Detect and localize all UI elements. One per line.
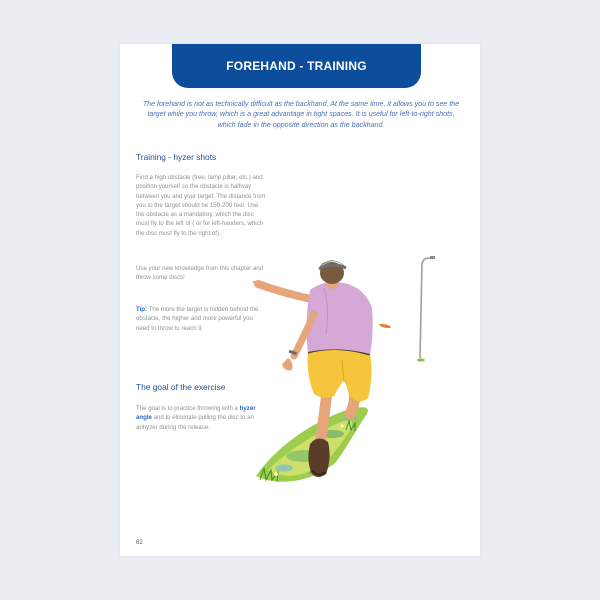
- tip-label: Tip:: [136, 306, 148, 313]
- player-figure-icon: [252, 260, 373, 477]
- training-paragraph: Find a high obstacle (tree, lamp pillar, etc.) and position yourself so the obstacle is halfway between you and your target. The distance from you to the target should be 150-200 feet. Use the obstacle as a mandatory, which the disc must fly to the left of ( or for left-handers, which the disc must fly to the right of).: [136, 174, 266, 237]
- disc-golf-player-forehand-illustration: [246, 248, 446, 496]
- training-paragraph-2: Use your new knowledge from this chapter and throw some discs!: [136, 265, 264, 282]
- hyzer-angle-highlight: hyzer angle: [136, 405, 256, 422]
- training-heading: Training - hyzer shots: [136, 152, 217, 162]
- book-page: [120, 44, 480, 556]
- goal-heading: The goal of the exercise: [136, 382, 226, 392]
- goal-text-start: The goal is to practice throwing with a: [136, 405, 240, 412]
- page-title: FOREHAND - TRAINING: [226, 59, 367, 73]
- flying-disc-icon: [379, 323, 391, 329]
- lamp-post-icon: [417, 256, 435, 362]
- intro-paragraph: The forehand is not as technically difficult as the backhand. At the same time, it allows you to see the target while you throw, which is a great advantage in tight spaces. It is useful for left-to-right shots, which fade in the opposite direction as the backhand.: [142, 100, 460, 129]
- page-number: 62: [136, 540, 143, 546]
- page-title-banner: [172, 44, 421, 88]
- tip-text: The more the target is hidden behind the obstacle, the higher and more powerful you need to throw to reach it.: [136, 306, 259, 332]
- goal-text-end: and to eliminate pulling the disc to an anhyzer during the release.: [136, 414, 254, 431]
